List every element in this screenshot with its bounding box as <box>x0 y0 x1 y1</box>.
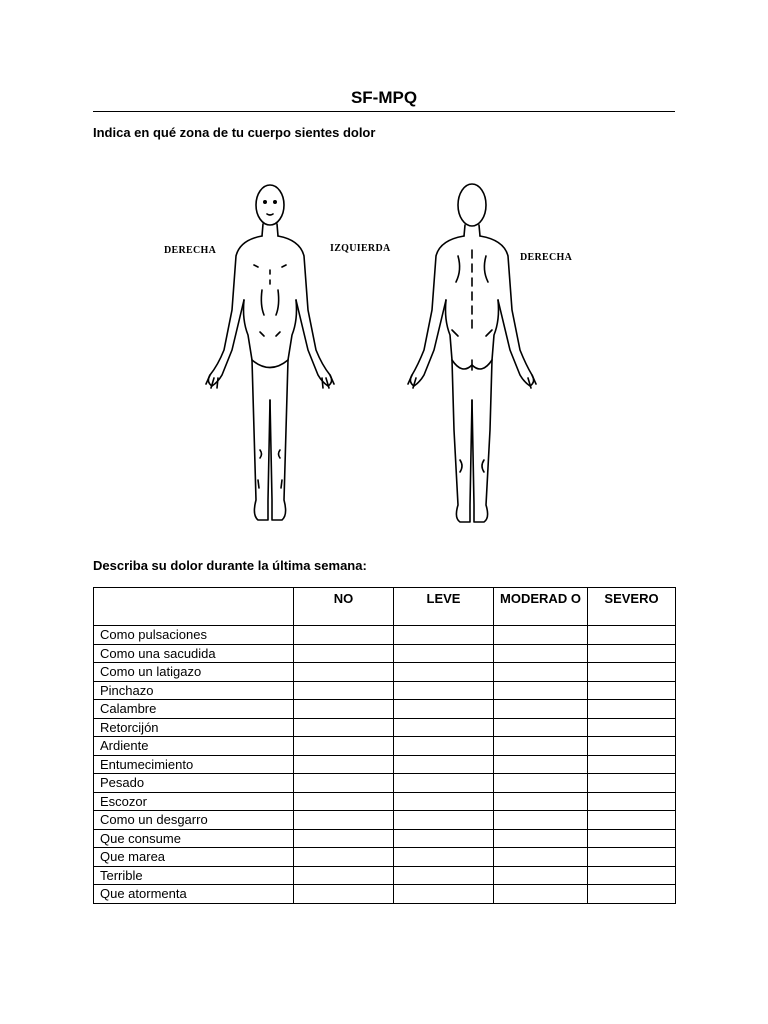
row-label: Que marea <box>94 848 294 867</box>
table-row <box>94 792 676 811</box>
cell-moderado[interactable] <box>494 700 588 719</box>
row-label: Retorcijón <box>94 718 294 737</box>
pain-descriptor-table <box>93 587 676 904</box>
cell-severo[interactable] <box>588 644 676 663</box>
cell-no[interactable] <box>294 811 394 830</box>
cell-severo[interactable] <box>588 848 676 867</box>
front-left-label: IZQUIERDA <box>330 243 391 254</box>
cell-moderado[interactable] <box>494 626 588 645</box>
back-body-outline[interactable] <box>408 184 536 522</box>
header-no: NO <box>294 588 394 626</box>
table-row <box>94 700 676 719</box>
cell-no[interactable] <box>294 755 394 774</box>
cell-moderado[interactable] <box>494 755 588 774</box>
row-label: Ardiente <box>94 737 294 756</box>
table-row <box>94 737 676 756</box>
table-row <box>94 774 676 793</box>
cell-moderado[interactable] <box>494 737 588 756</box>
table-row <box>94 718 676 737</box>
row-label: Escozor <box>94 792 294 811</box>
header-severo: SEVERO <box>588 588 676 626</box>
cell-leve[interactable] <box>394 866 494 885</box>
page-title: SF-MPQ <box>350 88 418 107</box>
title-underline <box>93 111 675 112</box>
cell-leve[interactable] <box>394 829 494 848</box>
cell-severo[interactable] <box>588 866 676 885</box>
cell-severo[interactable] <box>588 829 676 848</box>
cell-moderado[interactable] <box>494 792 588 811</box>
cell-no[interactable] <box>294 718 394 737</box>
row-label: Terrible <box>94 866 294 885</box>
body-map-instruction: Indica en qué zona de tu cuerpo sientes dolor <box>93 125 376 140</box>
cell-no[interactable] <box>294 829 394 848</box>
front-body-outline[interactable] <box>206 185 334 520</box>
cell-leve[interactable] <box>394 700 494 719</box>
header-leve: LEVE <box>394 588 494 626</box>
table-row <box>94 644 676 663</box>
cell-leve[interactable] <box>394 644 494 663</box>
cell-severo[interactable] <box>588 774 676 793</box>
cell-no[interactable] <box>294 681 394 700</box>
cell-no[interactable] <box>294 792 394 811</box>
cell-leve[interactable] <box>394 885 494 904</box>
row-label: Que atormenta <box>94 885 294 904</box>
cell-severo[interactable] <box>588 626 676 645</box>
cell-no[interactable] <box>294 644 394 663</box>
cell-moderado[interactable] <box>494 829 588 848</box>
cell-severo[interactable] <box>588 737 676 756</box>
cell-moderado[interactable] <box>494 681 588 700</box>
table-row <box>94 755 676 774</box>
table-row <box>94 885 676 904</box>
cell-leve[interactable] <box>394 663 494 682</box>
cell-no[interactable] <box>294 885 394 904</box>
table-header-row <box>94 588 676 626</box>
cell-moderado[interactable] <box>494 663 588 682</box>
table-row <box>94 811 676 830</box>
cell-moderado[interactable] <box>494 811 588 830</box>
cell-no[interactable] <box>294 848 394 867</box>
cell-moderado[interactable] <box>494 644 588 663</box>
body-map-figure[interactable] <box>140 170 610 540</box>
cell-no[interactable] <box>294 663 394 682</box>
cell-severo[interactable] <box>588 885 676 904</box>
back-right-label: DERECHA <box>520 252 573 263</box>
table-row <box>94 626 676 645</box>
table-row <box>94 848 676 867</box>
cell-moderado[interactable] <box>494 885 588 904</box>
cell-leve[interactable] <box>394 626 494 645</box>
cell-moderado[interactable] <box>494 774 588 793</box>
cell-no[interactable] <box>294 626 394 645</box>
table-row <box>94 829 676 848</box>
table-row <box>94 866 676 885</box>
cell-moderado[interactable] <box>494 718 588 737</box>
row-label: Entumecimiento <box>94 755 294 774</box>
cell-leve[interactable] <box>394 718 494 737</box>
cell-leve[interactable] <box>394 792 494 811</box>
row-label: Calambre <box>94 700 294 719</box>
cell-severo[interactable] <box>588 663 676 682</box>
row-label: Como una sacudida <box>94 644 294 663</box>
cell-severo[interactable] <box>588 700 676 719</box>
table-row <box>94 681 676 700</box>
cell-no[interactable] <box>294 774 394 793</box>
cell-leve[interactable] <box>394 811 494 830</box>
front-right-label: DERECHA <box>164 245 217 256</box>
cell-leve[interactable] <box>394 848 494 867</box>
cell-leve[interactable] <box>394 737 494 756</box>
row-label: Como un latigazo <box>94 663 294 682</box>
cell-severo[interactable] <box>588 681 676 700</box>
row-label: Como pulsaciones <box>94 626 294 645</box>
table-row <box>94 663 676 682</box>
row-label: Pesado <box>94 774 294 793</box>
header-blank <box>94 588 294 626</box>
row-label: Que consume <box>94 829 294 848</box>
cell-leve[interactable] <box>394 681 494 700</box>
cell-severo[interactable] <box>588 755 676 774</box>
pain-table-heading: Describa su dolor durante la última semana: <box>93 558 367 573</box>
cell-severo[interactable] <box>588 792 676 811</box>
cell-severo[interactable] <box>588 718 676 737</box>
cell-moderado[interactable] <box>494 866 588 885</box>
cell-leve[interactable] <box>394 755 494 774</box>
cell-no[interactable] <box>294 700 394 719</box>
row-label: Como un desgarro <box>94 811 294 830</box>
cell-severo[interactable] <box>588 811 676 830</box>
cell-moderado[interactable] <box>494 848 588 867</box>
cell-no[interactable] <box>294 737 394 756</box>
cell-no[interactable] <box>294 866 394 885</box>
row-label: Pinchazo <box>94 681 294 700</box>
cell-leve[interactable] <box>394 774 494 793</box>
header-moderado: MODERAD O <box>494 588 588 626</box>
